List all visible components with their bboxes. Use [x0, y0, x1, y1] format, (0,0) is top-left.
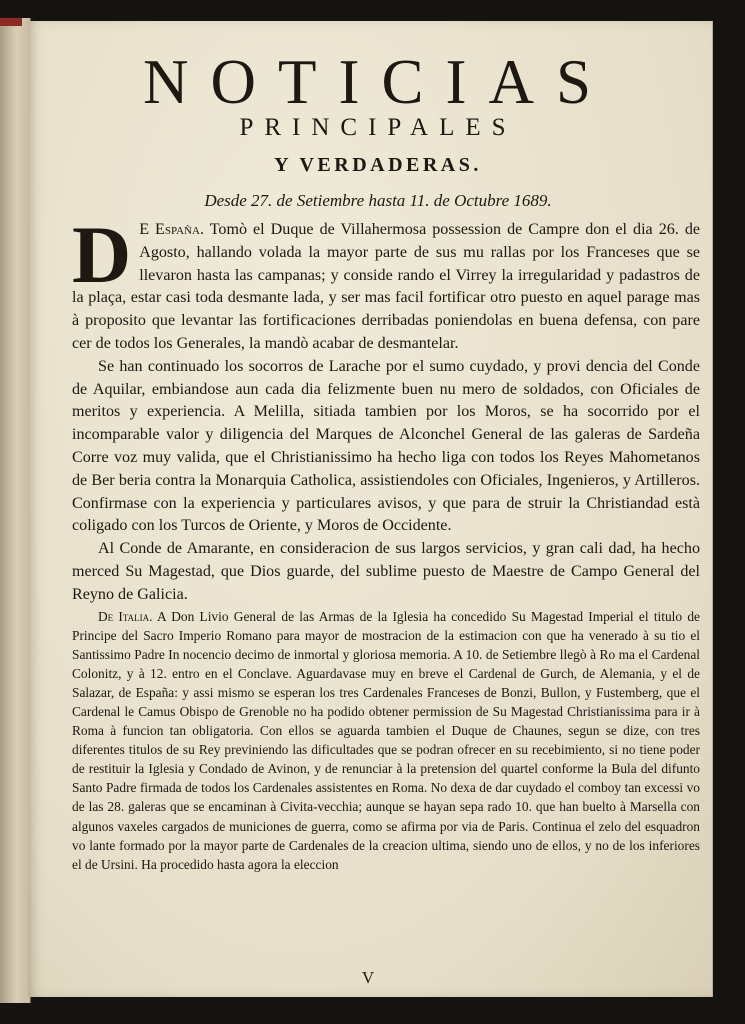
section-head-spain: E España.: [139, 221, 204, 238]
paragraph-text: Tomò el Duque de Villahermosa possession de Campre don el dia 26. de Agosto, hallando volada la mayor parte de sus mu rallas por los Franceses que se llevaron hasta las campanas; y conside rando el Virrey la irregularidad y padastros de la plaça, estar casi toda desmante lada, y ser mas facil fortificar otro puesto en aquel parage mas à proposito que levantar las fortificaciones derribadas poniendolas en buena defensa, con pare cer de todos los Generales, la mandò acabar de desmantelar.: [72, 221, 701, 352]
paragraph-italy: [72, 607, 700, 874]
signature-mark: V: [361, 968, 375, 987]
article-body: [72, 209, 701, 874]
page-subtitle: PRINCIPALES: [239, 114, 517, 141]
bookmark-ribbon: [0, 18, 22, 26]
page-subtitle-secondary: Y VERDADERAS.: [274, 154, 482, 176]
paragraph-larache: Se han continuado los socorros de Larache por el sumo cuydado, y provi dencia del Conde de Aquilar, embiandose aun cada dia felizmente buen nu mero de soldados, con Oficiales de meritos y experiencia. A Melilla, sitiada tambien por los Moros, se ha socorrido por el incomparable valor y diligencia del Marques de Alconchel General de las galeras de Sardeña Corre voz muy valida, que el Christianissimo ha hecho liga con todos los Reyes Mahometanos de Ber beria contra la Monarquia Catholica, assistiendoles con Oficiales, Ingenieros, y Artilleros. Confirmase con la experiencia y particulares avisos, y que para de struir la Christiandad està coligado con los Turcos de Oriente, y Moros de Occidente.: [72, 357, 700, 535]
paragraph-spain: [72, 209, 701, 356]
drop-cap: D: [72, 209, 132, 300]
dateline: Desde 27. de Setiembre hasta 11. de Octubre 1689.: [204, 191, 552, 210]
page-title: NOTICIAS: [143, 47, 613, 117]
adjacent-page-edge: [0, 18, 31, 1003]
paragraph-text: A Don Livio General de las Armas de la Iglesia ha concedido Su Magestad Imperial el titulo de Principe del Sacro Imperio Romano para mayor de mostracion de la estimacion con que ha venerado à su tio el Santissimo Padre In nocencio decimo de inmortal y gloriosa memoria. A 10. de Setiembre llegò à Ro ma el Cardenal Colonitz, y à 12. entro en el Conclave. Aguardavase muy en breve el Cardenal de Gurch, de Alemania, y el de Salazar, de España: y assi mismo se esperan los tres Cardenales Franceses de Bonzi, Bullon, y Fustemberg, que el Cardenal le Camus Obispo de Grenoble no ha podido obtener permission de Su Magestad Christianissima para ir à Roma à funcion tan obligatoria. Con ellos se aguarda tambien el Duque de Chaunes, segun se dize, con tres diferentes titulos de su Rey previniendo las dificultades que se podran ofrecer en su recebimiento, si no tiene poder de restituir la Iglesia y Condado de Avinon, y de renunciar à la pretension del quartel conforme la Bula del difunto Santo Padre firmada de todos los Cardenales assistentes en Roma. No dexa de dar cuydado el comboy tan excessi vo de las 28. galeras que se encaminan à Civita-vecchia; aunque se hayan sepa rado 10. que han buelto à Marsella con algunos vaxeles cargados de municiones de guerra, como se afirma por via de Paris. Continua el zelo del esquadron vo lante formado por la mayor parte de Cardenales de la creacion ultima, siendo uno de ellos, y no de los inferiores el de Ursini. Ha procedido hasta agora la eleccion: [72, 608, 700, 872]
section-head-italy: De Italia.: [98, 608, 153, 624]
document-page: [28, 21, 713, 997]
paragraph-amarante: Al Conde de Amarante, en consideracion de sus largos servicios, y gran cali dad, ha hecho merced Su Magestad, que Dios guarde, del sublime puesto de Maestre de Campo General del Reyno de Galicia.: [72, 540, 700, 603]
